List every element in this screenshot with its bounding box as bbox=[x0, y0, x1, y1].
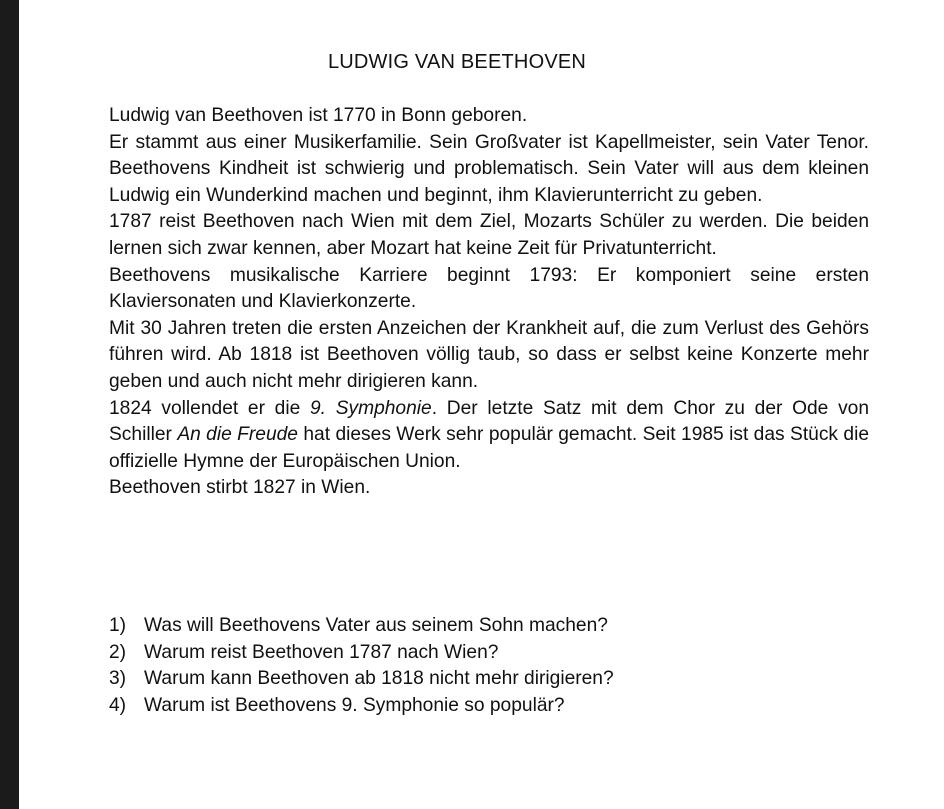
paragraph-vienna: 1787 reist Beethoven nach Wien mit dem Ziel, Mozarts Schüler zu werden. Die beiden lernen sich zwar kennen, aber Mozart hat keine Zeit für Privatunterricht. bbox=[109, 211, 869, 259]
paragraph-symphony-part2: . Der letzte Satz mit dem Chor zu der Ode von Schiller bbox=[109, 397, 870, 446]
question-item bbox=[109, 666, 869, 693]
question-list bbox=[109, 613, 869, 719]
symphony-title: 9. Symphonie bbox=[310, 397, 432, 419]
question-text: Warum kann Beethoven ab 1818 nicht mehr dirigieren? bbox=[144, 668, 614, 689]
paragraph-death: Beethoven stirbt 1827 in Wien. bbox=[109, 477, 371, 499]
question-text: Warum reist Beethoven 1787 nach Wien? bbox=[144, 641, 499, 663]
paragraph-career: Beethovens musikalische Karriere beginnt 1793: Er komponiert seine ersten Klaviersonaten und Klavierkonzerte. bbox=[109, 264, 869, 313]
document-title: LUDWIG VAN BEETHOVEN bbox=[327, 51, 587, 73]
left-edge-bar bbox=[0, 0, 19, 809]
paragraph-symphony-part1: 1824 vollendet er die bbox=[109, 397, 310, 419]
question-number: 2) bbox=[109, 641, 127, 663]
paragraph-symphony-part3: hat dieses Werk sehr populär gemacht. Seit 1985 ist das Stück die offizielle Hymne der Europäischen Union. bbox=[109, 424, 870, 472]
question-item bbox=[109, 613, 869, 640]
question-text: Was will Beethovens Vater aus seinem Sohn machen? bbox=[144, 615, 608, 636]
document-page bbox=[19, 0, 944, 809]
question-item bbox=[109, 693, 869, 720]
question-number: 4) bbox=[109, 694, 127, 716]
paragraph-birth: Ludwig van Beethoven ist 1770 in Bonn geboren. bbox=[109, 105, 528, 126]
question-text: Warum ist Beethovens 9. Symphonie so populär? bbox=[144, 694, 565, 716]
paragraph-family: Er stammt aus einer Musikerfamilie. Sein Großvater ist Kapellmeister, sein Vater Tenor. Beethovens Kindheit ist schwierig und problematisch. Sein Vater will aus dem kleinen Ludwig ein Wunderkind machen und beginnt, ihm Klavierunterricht zu geben. bbox=[109, 131, 869, 206]
question-number: 1) bbox=[109, 615, 127, 636]
question-item bbox=[109, 640, 869, 667]
question-number: 3) bbox=[109, 668, 127, 689]
document-body bbox=[109, 103, 869, 502]
paragraph-illness: Mit 30 Jahren treten die ersten Anzeichen der Krankheit auf, die zum Verlust des Gehörs führen wird. Ab 1818 ist Beethoven völlig taub, so dass er selbst keine Konzerte mehr geben und auch nicht mehr dirigieren kann. bbox=[109, 317, 869, 392]
paragraph-symphony bbox=[109, 396, 869, 476]
ode-title: An die Freude bbox=[177, 424, 298, 446]
